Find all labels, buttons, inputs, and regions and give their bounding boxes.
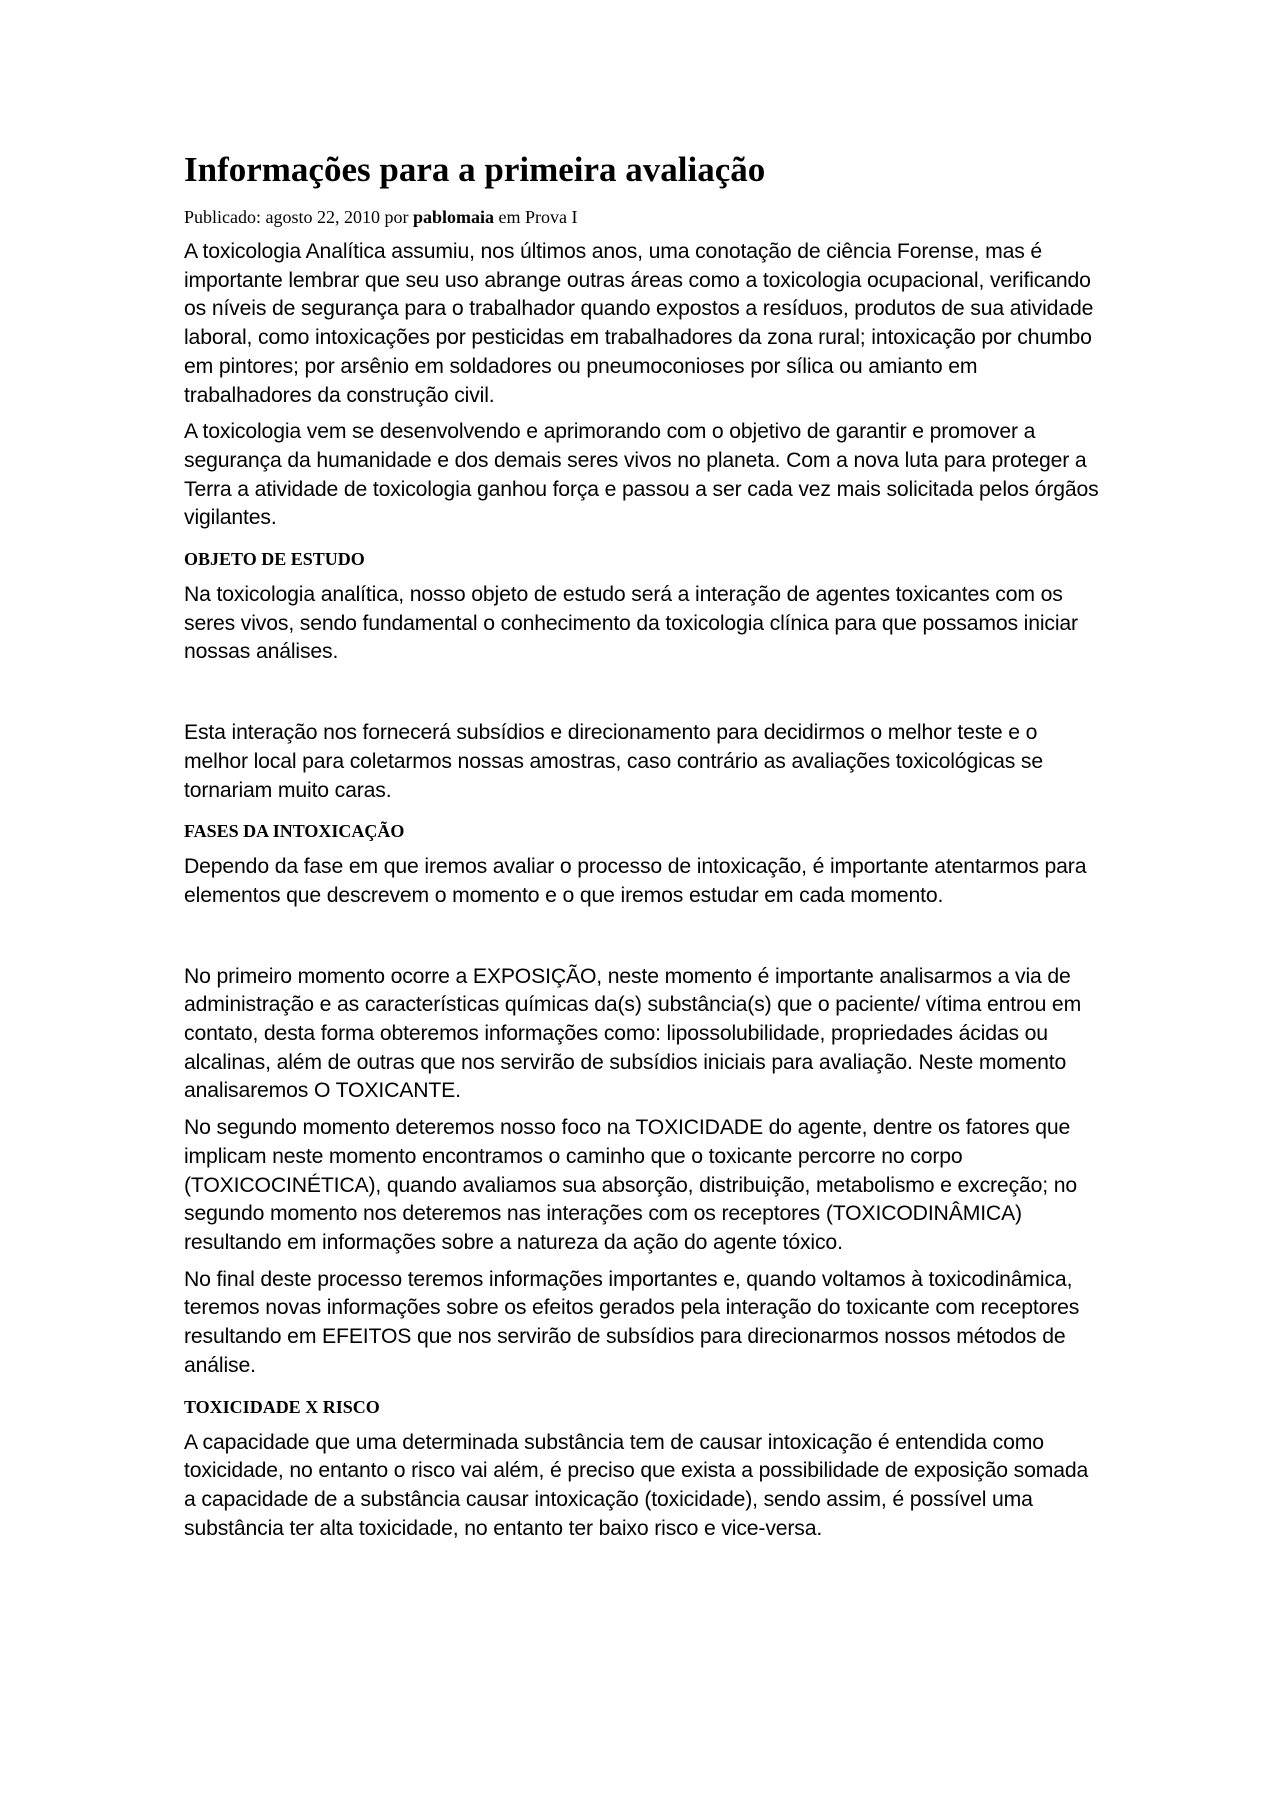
paragraph-development: A toxicologia vem se desenvolvendo e aprimorando com o objetivo de garantir e promover a segurança da humanidade e dos demais seres vivos no planeta. Com a nova luta para proteger a Terra a atividade de toxicologia ganhou força e passou a ser cada vez mais solicitada pelos órgãos vigilantes. [184,420,1099,530]
paragraph-fases: Dependo da fase em que iremos avaliar o processo de intoxicação, é importante atentarmos para elementos que descrevem o momento e o que iremos estudar em cada momento. [184,855,1087,907]
category-text: em Prova I [498,207,578,227]
article-meta [184,206,1104,228]
paragraph-exposicao: No primeiro momento ocorre a EXPOSIÇÃO, neste momento é importante analisarmos a via de administração e as características químicas da(s) substância(s) que o paciente/ vítima entrou em contato, desta forma obteremos informações como: lipossolubilidade, propriedades ácidas ou alcalinas, além de outras que nos servirão de subsídios iniciais para avaliação. Neste momento analisaremos O TOXICANTE. [184,964,1082,1103]
paragraph-risco: A capacidade que uma determinada substância tem de causar intoxicação é entendida como toxicidade, no entanto o risco vai além, é preciso que exista a possibilidade de exposição somada a capacidade de a substância causar intoxicação (toxicidade), sendo assim, é possível uma substância ter alta toxicidade, no entanto ter baixo risco e vice-versa. [184,1430,1089,1540]
section-heading-objeto: OBJETO DE ESTUDO [184,549,365,570]
paragraph-final: No final deste processo teremos informações importantes e, quando voltamos à toxicodinâmica, teremos novas informações sobre os efeitos gerados pela interação do toxicante com receptores resultando em EFEITOS que nos servirão de subsídios para direcionarmos nossos métodos de análise. [184,1267,1080,1377]
paragraph-intro: A toxicologia Analítica assumiu, nos últimos anos, uma conotação de ciência Forense, mas é importante lembrar que seu uso abrange outras áreas como a toxicologia ocupacional, verificando os níveis de segurança para o trabalhador quando expostos a resíduos, produtos de sua atividade laboral, como intoxicações por pesticidas em trabalhadores da zona rural; intoxicação por chumbo em pintores; por arsênio em soldadores ou pneumoconioses por sílica ou amianto em trabalhadores da construção civil. [184,240,1094,407]
section-heading-fases: FASES DA INTOXICAÇÃO [184,821,405,842]
section-heading-risco: TOXICIDADE X RISCO [184,1396,380,1417]
published-date: Publicado: agosto 22, 2010 por [184,207,409,227]
blank-line [184,919,1104,963]
blank-line [184,675,1104,719]
document-page [184,148,1104,1551]
article-title: Informações para a primeira avaliação [184,150,766,189]
paragraph-objeto: Na toxicologia analítica, nosso objeto de estudo será a interação de agentes toxicantes com os seres vivos, sendo fundamental o conhecimento da toxicologia clínica para que possamos iniciar nossas análises. [184,583,1078,664]
paragraph-toxicidade: No segundo momento deteremos nosso foco na TOXICIDADE do agente, dentre os fatores que implicam neste momento encontramos o caminho que o toxicante percorre no corpo (TOXICOCINÉTICA), quando avaliamos sua absorção, distribuição, metabolismo e excreção; no segundo momento nos deteremos nas interações com os receptores (TOXICODINÂMICA) resultando em informações sobre a natureza da ação do agente tóxico. [184,1116,1078,1254]
author-name: pablomaia [412,207,495,227]
paragraph-interacao: Esta interação nos fornecerá subsídios e direcionamento para decidirmos o melhor teste e o melhor local para coletarmos nossas amostras, caso contrário as avaliações toxicológicas se tornariam muito caras. [184,721,1043,802]
